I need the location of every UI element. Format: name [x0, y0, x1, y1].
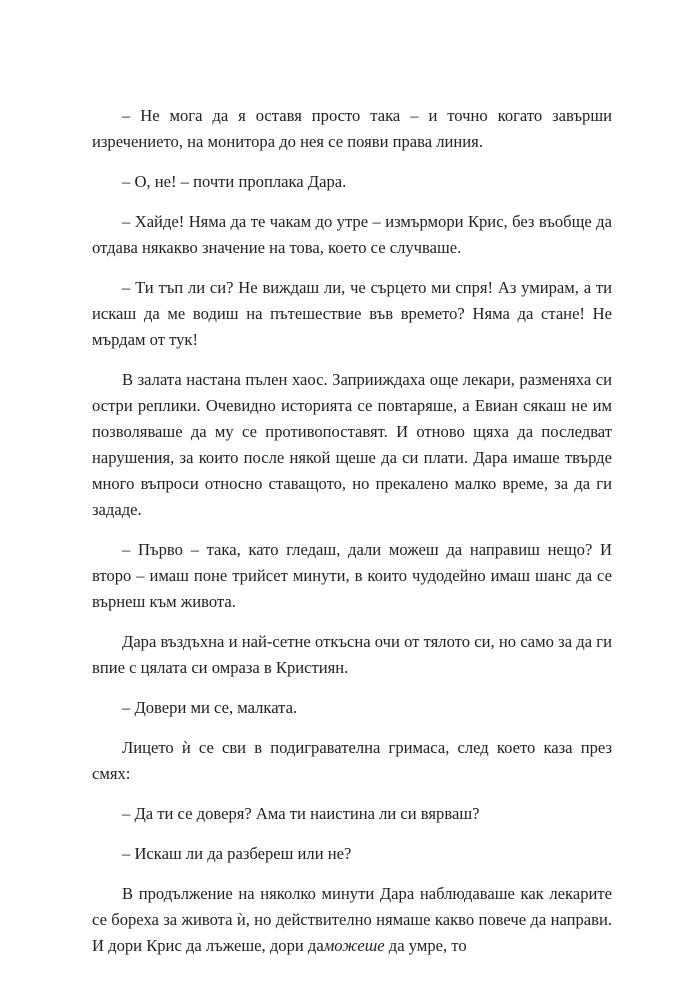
paragraph: – Първо – така, като гледаш, дали можеш да направиш нещо? И второ – имаш поне трийсет минути, в които чудодейно имаш шанс да се върнеш към живота. — [92, 540, 612, 611]
paragraph: Лицето ѝ се сви в подигравателна гримаса, след което каза през смях: — [92, 738, 612, 783]
body-text — [92, 103, 612, 973]
last-paragraph-text: В продължение на няколко минути Дара наблюдаваше как лекарите се бореха за живота ѝ, но действително нямаше какво повече да направи. И дори Крис да лъжеше, дори да — [92, 884, 612, 955]
paragraph: – Да ти се доверя? Ама ти наистина ли си вярваш? — [122, 804, 480, 823]
paragraph: – Искаш ли да разбереш или не? — [122, 844, 352, 863]
last-paragraph — [92, 881, 612, 959]
paragraph: – Хайде! Няма да те чакам до утре – измърмори Крис, без въобще да отдава някакво значение на това, което се случваше. — [92, 212, 612, 257]
italic-word: можеше — [323, 936, 385, 955]
paragraph: – О, не! – почти проплака Дара. — [122, 172, 347, 191]
last-paragraph-tail: да умре, то — [384, 936, 467, 955]
paragraph: Дара въздъхна и най-сетне откъсна очи от тялото си, но само за да ги впие с цялата си омраза в Кристиян. — [92, 632, 612, 677]
paragraph: – Не мога да я оставя просто така – и точно когато завърши изречението, на монитора до нея се появи права линия. — [92, 106, 612, 151]
paragraph: В залата настана пълен хаос. Заприиждаха още лекари, разменяха си остри реплики. Очевидно историята се повтаряше, а Евиан сякаш не им позволяваше да му се противопоставят. И отново щяха да последват нарушения, за които после някой щеше да си плати. Дара имаше твърде много въпроси относно ставащото, но прекалено малко време, за да ги зададе. — [92, 370, 612, 519]
paragraph: – Довери ми се, малката. — [122, 698, 298, 717]
paragraph: – Ти тъп ли си? Не виждаш ли, че сърцето ми спря! Аз умирам, а ти искаш да ме водиш на пътешествие във времето? Няма да стане! Не мърдам от тук! — [92, 278, 612, 349]
